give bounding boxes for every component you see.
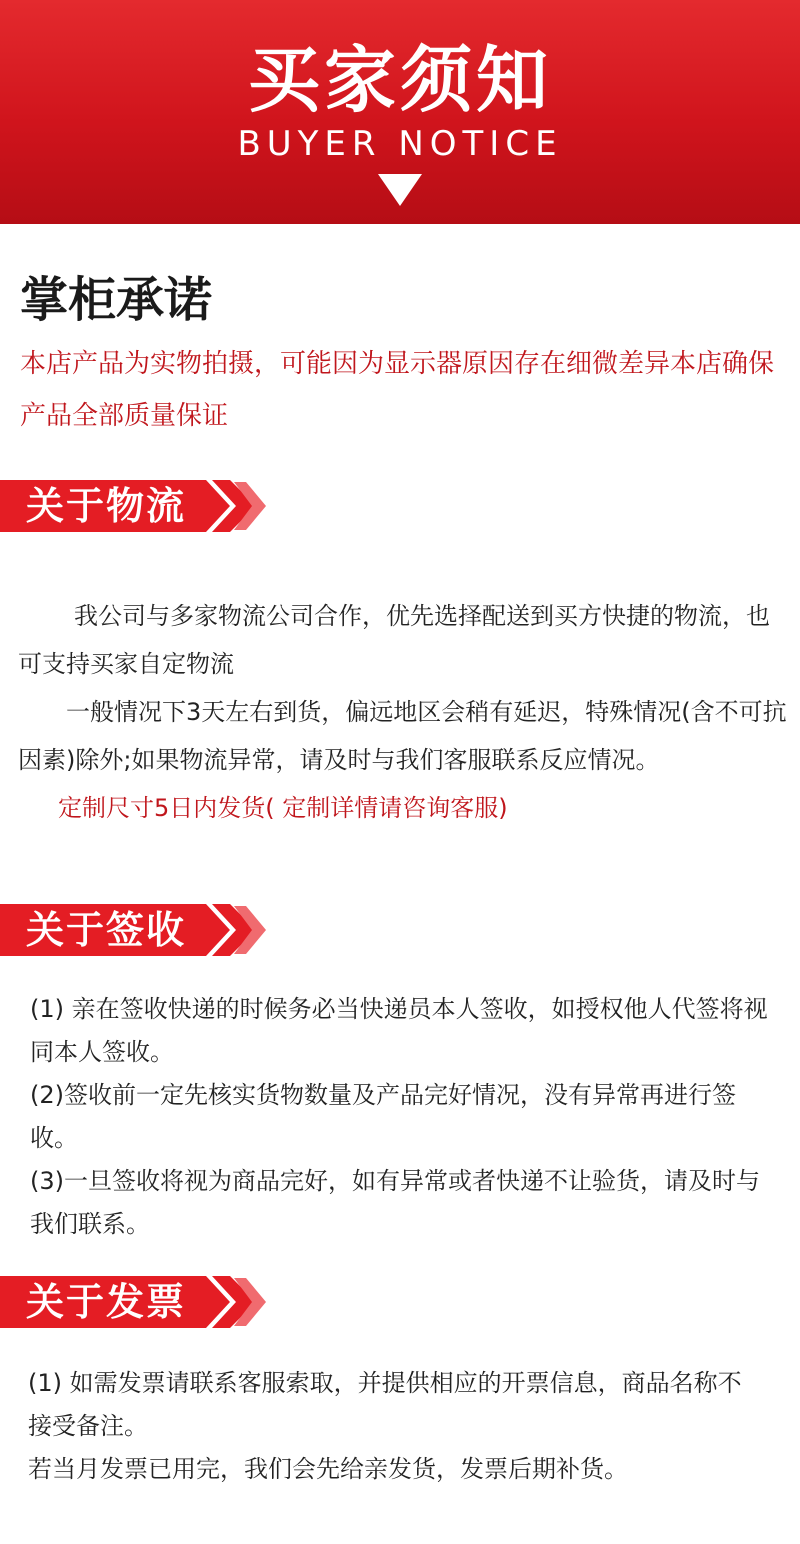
banner-subtitle: BUYER NOTICE — [237, 124, 563, 164]
invoice-list — [28, 1362, 758, 1491]
invoice-item-1: (1) 如需发票请联系客服索取，并提供相应的开票信息，商品名称不接受备注。 — [28, 1369, 742, 1440]
section-tag-logistics — [0, 478, 270, 534]
logistics-paragraph-2: 一般情况下3天左右到货，偏远地区会稍有延迟，特殊情况(含不可抗因素)除外;如果物流异常，请及时与我们客服联系反应情况。 — [18, 698, 787, 774]
signing-item-2: (2)签收前一定先核实货物数量及产品完好情况，没有异常再进行签收。 — [30, 1081, 736, 1152]
down-triangle-icon — [376, 172, 424, 208]
section-tag-invoice — [0, 1274, 270, 1330]
signing-item-1: (1) 亲在签收快递的时候务必当快递员本人签收，如授权他人代签将视同本人签收。 — [30, 995, 768, 1066]
promise-title: 掌柜承诺 — [20, 272, 213, 328]
section-heading-signing: 关于签收 — [26, 908, 187, 952]
signing-list — [30, 988, 770, 1246]
section-heading-logistics: 关于物流 — [26, 484, 187, 528]
logistics-custom-note: 定制尺寸5日内发货( 定制详情请咨询客服) — [58, 794, 508, 822]
signing-item-3: (3)一旦签收将视为商品完好，如有异常或者快递不让验货，请及时与我们联系。 — [30, 1167, 760, 1238]
section-heading-invoice: 关于发票 — [26, 1280, 187, 1324]
invoice-item-2: 若当月发票已用完，我们会先给亲发货，发票后期补货。 — [28, 1455, 628, 1483]
notice-banner — [0, 0, 800, 224]
banner-title: 买家须知 — [247, 38, 552, 122]
logistics-paragraph-1: 我公司与多家物流公司合作，优先选择配送到买方快捷的物流，也可支持买家自定物流 — [18, 602, 770, 678]
promise-text: 本店产品为实物拍摄，可能因为显示器原因存在细微差异本店确保产品全部质量保证 — [20, 349, 775, 431]
section-tag-signing — [0, 902, 270, 958]
